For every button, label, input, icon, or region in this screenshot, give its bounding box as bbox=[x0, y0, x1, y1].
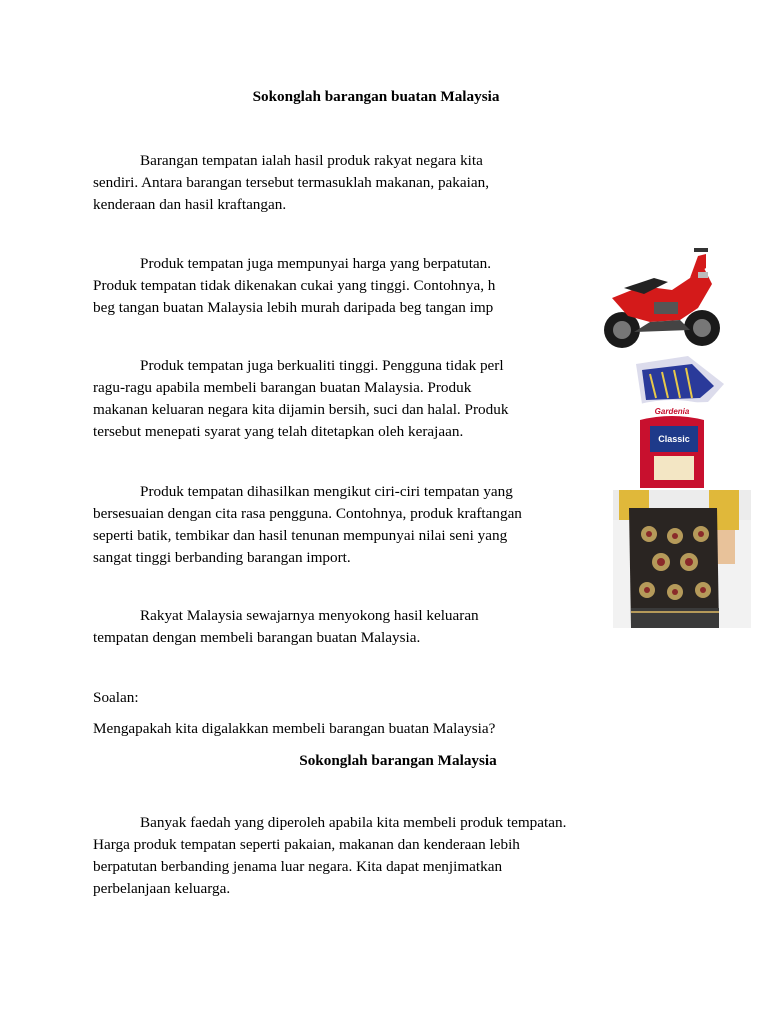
paragraph-line: bersesuaian dengan cita rasa pengguna. Contohnya, produk kraftangan bbox=[93, 505, 522, 522]
soalan-label: Soalan: bbox=[93, 689, 139, 706]
question-text: Mengapakah kita digalakkan membeli barangan buatan Malaysia? bbox=[93, 720, 496, 737]
paragraph-line: kenderaan dan hasil kraftangan. bbox=[93, 196, 287, 213]
second-title: Sokonglah barangan Malaysia bbox=[299, 752, 497, 769]
paragraph-line: sangat tinggi berbanding barangan import. bbox=[93, 549, 351, 566]
motorcycle-image bbox=[594, 238, 730, 360]
paragraph-line: Banyak faedah yang diperoleh apabila kita membeli produk tempatan. bbox=[140, 814, 567, 831]
answer-paragraph bbox=[93, 812, 566, 900]
paragraph-line: beg tangan buatan Malaysia lebih murah daripada beg tangan imp bbox=[93, 299, 494, 316]
songket-image bbox=[613, 490, 751, 628]
paragraph-line: Produk tempatan dihasilkan mengikut ciri-ciri tempatan yang bbox=[140, 483, 513, 500]
main-title: Sokonglah barangan buatan Malaysia bbox=[252, 88, 500, 105]
motorcycle-illustration bbox=[594, 238, 730, 360]
paragraph-line: Produk tempatan juga mempunyai harga yang berpatutan. bbox=[140, 255, 492, 272]
paragraph-line: sendiri. Antara barangan tersebut termasuklah makanan, pakaian, bbox=[93, 174, 489, 191]
paragraph-line: tempatan dengan membeli barangan buatan Malaysia. bbox=[93, 629, 421, 646]
paragraph-line: berpatutan berbanding jenama luar negara. Kita dapat menjimatkan bbox=[93, 858, 503, 875]
songket-illustration bbox=[613, 490, 751, 628]
paragraph-line: tersebut menepati syarat yang telah ditetapkan oleh kerajaan. bbox=[93, 423, 464, 440]
paragraph-5 bbox=[93, 605, 479, 649]
bread-image bbox=[628, 356, 732, 490]
paragraph-4 bbox=[93, 481, 611, 569]
paragraph-line: makanan keluaran negara kita dijamin bersih, suci dan halal. Produk bbox=[93, 401, 509, 418]
paragraph-line: Barangan tempatan ialah hasil produk rakyat negara kita bbox=[140, 152, 483, 169]
bread-label-text: Classic bbox=[658, 434, 690, 444]
paragraph-line: Harga produk tempatan seperti pakaian, makanan dan kenderaan lebih bbox=[93, 836, 520, 853]
paragraph-2 bbox=[93, 253, 567, 319]
paragraph-line: Rakyat Malaysia sewajarnya menyokong hasil keluaran bbox=[140, 607, 479, 624]
bread-brand-text: Gardenia bbox=[654, 407, 690, 416]
paragraph-line: seperti batik, tembikar dan hasil tenunan mempunyai nilai seni yang bbox=[93, 527, 508, 544]
paragraph-line: ragu-ragu apabila membeli barangan buatan Malaysia. Produk bbox=[93, 379, 472, 396]
bread-illustration bbox=[628, 356, 732, 490]
paragraph-1 bbox=[93, 150, 489, 216]
paragraph-line: Produk tempatan tidak dikenakan cukai yang tinggi. Contohnya, h bbox=[93, 277, 496, 294]
paragraph-line: Produk tempatan juga berkualiti tinggi. Pengguna tidak perl bbox=[140, 357, 504, 374]
paragraph-line: perbelanjaan keluarga. bbox=[93, 880, 231, 897]
paragraph-3 bbox=[93, 355, 593, 443]
